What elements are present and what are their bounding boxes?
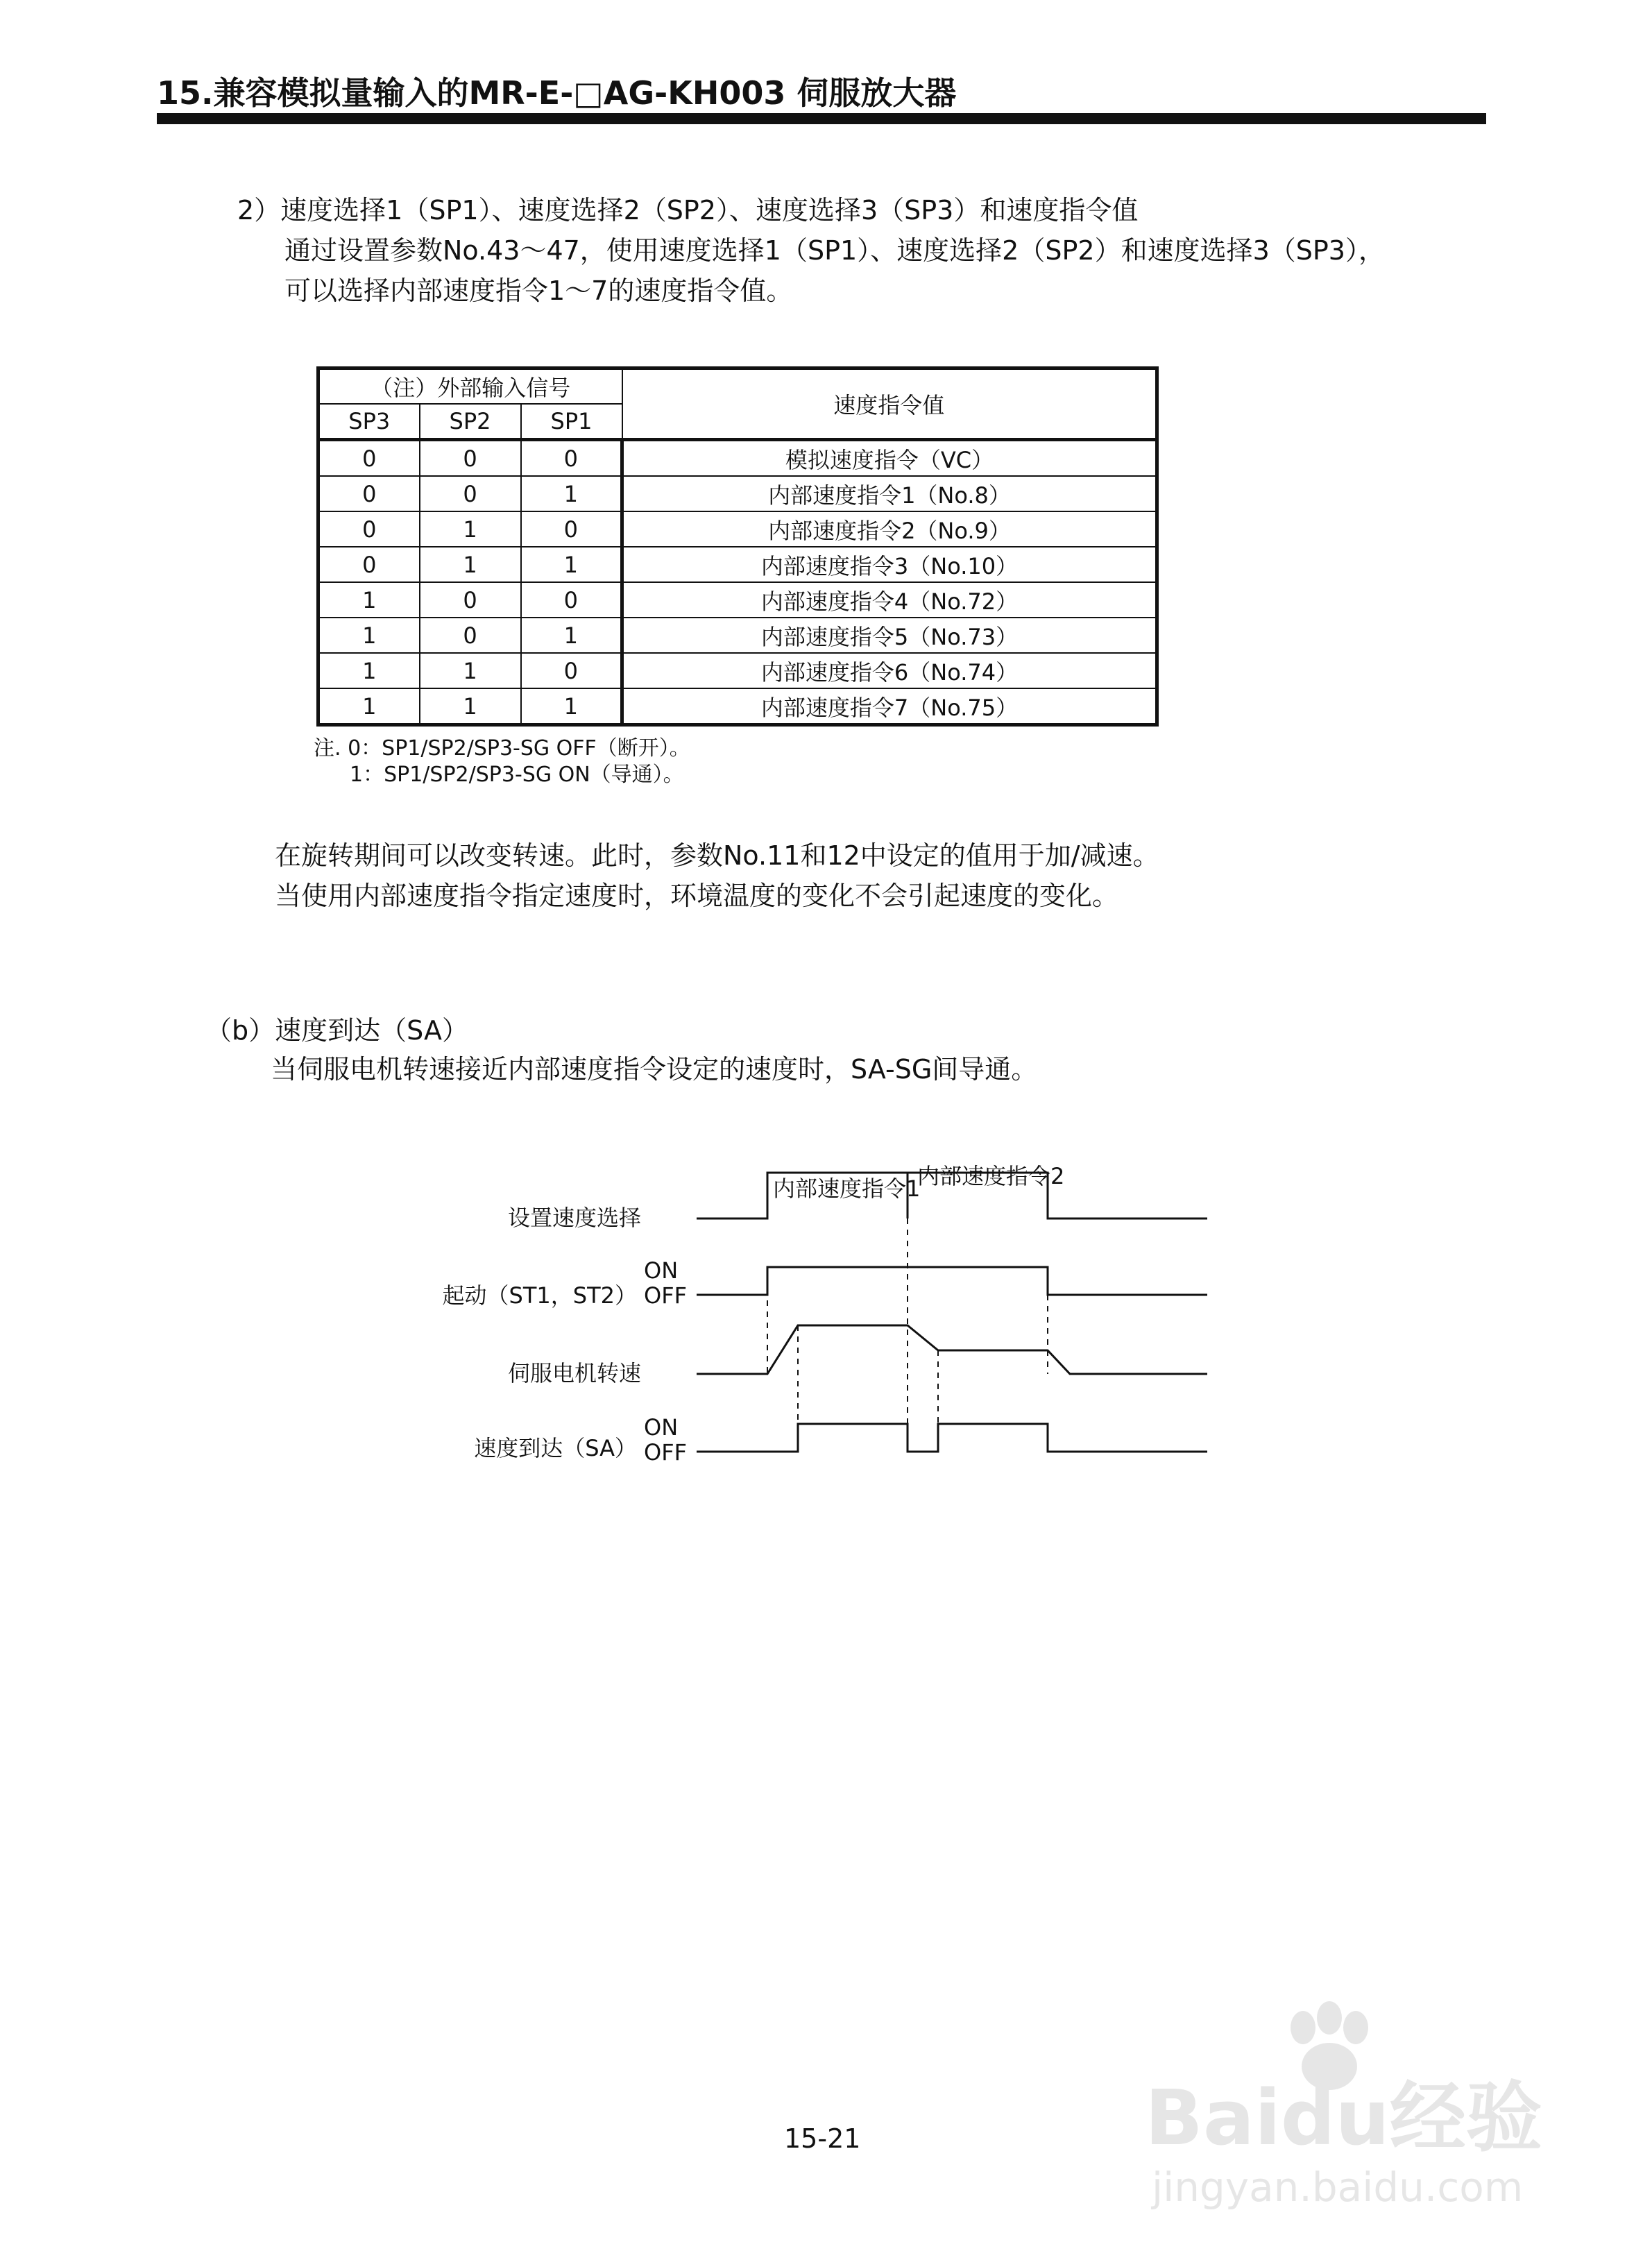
sp1-cell: 0 [521,653,622,688]
section-2-line-1: 通过设置参数No.43～47，使用速度选择1（SP1）、速度选择2（SP2）和速度选择3（SP3）， [284,235,1385,266]
section-2-heading: 2）速度选择1（SP1）、速度选择2（SP2）、速度选择3（SP3）和速度指令值 [237,195,1139,226]
watermark-url: jingyan.baidu.com [1152,2164,1524,2211]
speed-value-cell: 内部速度指令4（No.72） [622,582,1157,618]
sp3-cell: 0 [318,511,420,547]
sp1-cell: 1 [521,688,622,725]
sp3-cell: 0 [318,547,420,582]
off-label: OFF [644,1282,687,1309]
start-waveform [697,1267,1207,1295]
sp1-cell: 0 [521,582,622,618]
baidu-watermark [1138,1985,1568,2214]
sp1-cell: 1 [521,618,622,653]
sp1-cell: 0 [521,440,622,477]
sp1-cell: 0 [521,511,622,547]
sp2-cell: 1 [420,688,521,725]
sp1-cell: 1 [521,476,622,511]
table-note-1: 注. 0：SP1/SP2/SP3-SG OFF（断开）。 [314,736,690,761]
row-label-speed-select: 设置速度选择 [507,1205,641,1231]
table-col-sp3: SP3 [318,404,420,440]
sp2-cell: 0 [420,440,521,477]
table-col-sp1: SP1 [521,404,622,440]
sp3-cell: 1 [318,618,420,653]
row-label-motor-speed: 伺服电机转速 [507,1360,641,1386]
table-group-header: （注）外部输入信号 [318,368,622,405]
sp2-cell: 0 [420,618,521,653]
sp3-cell: 1 [318,688,420,725]
sp3-cell: 1 [318,653,420,688]
speed-value-cell: 内部速度指令3（No.10） [622,547,1157,582]
sp2-cell: 1 [420,653,521,688]
motor-speed-waveform [697,1325,1207,1374]
sp3-cell: 0 [318,440,420,477]
cmd1-label: 内部速度指令1 [773,1175,921,1202]
cmd2-label: 内部速度指令2 [917,1163,1065,1189]
table-value-header: 速度指令值 [622,368,1157,440]
section-b-line-1: 当伺服电机转速接近内部速度指令设定的速度时，SA-SG间导通。 [271,1054,1038,1085]
speed-value-cell: 内部速度指令5（No.73） [622,618,1157,653]
on-label: ON [644,1257,679,1284]
sa-waveform [697,1424,1207,1452]
sp2-cell: 1 [420,511,521,547]
speed-value-cell: 内部速度指令6（No.74） [622,653,1157,688]
speed-value-cell: 内部速度指令1（No.8） [622,476,1157,511]
sp2-cell: 1 [420,547,521,582]
sp3-cell: 0 [318,476,420,511]
sp2-cell: 0 [420,476,521,511]
para-line-1: 在旋转期间可以改变转速。此时，参数No.11和12中设定的值用于加/减速。 [275,840,1159,871]
off-label: OFF [644,1439,687,1466]
speed-value-cell: 内部速度指令7（No.75） [622,688,1157,725]
section-2-line-2: 可以选择内部速度指令1～7的速度指令值。 [284,275,793,306]
page-number: 15-21 [784,2123,861,2154]
sp1-cell: 1 [521,547,622,582]
table-col-sp2: SP2 [420,404,521,440]
page-header-title: 15.兼容模拟量输入的MR-E-□AG-KH003 伺服放大器 [157,74,957,112]
row-label-start: 起动（ST1，ST2） [442,1282,637,1309]
para-line-2: 当使用内部速度指令指定速度时，环境温度的变化不会引起速度的变化。 [275,881,1119,911]
sp3-cell: 1 [318,582,420,618]
row-label-sa: 速度到达（SA） [474,1435,637,1461]
speed-value-cell: 模拟速度指令（VC） [622,440,1157,477]
sp2-cell: 0 [420,582,521,618]
watermark-brand: Baidu经验 [1145,2073,1542,2162]
table-note-2: 1：SP1/SP2/SP3-SG ON（导通）。 [350,763,684,787]
speed-value-cell: 内部速度指令2（No.9） [622,511,1157,547]
section-b-heading: （b）速度到达（SA） [205,1015,468,1046]
on-label: ON [644,1414,679,1441]
